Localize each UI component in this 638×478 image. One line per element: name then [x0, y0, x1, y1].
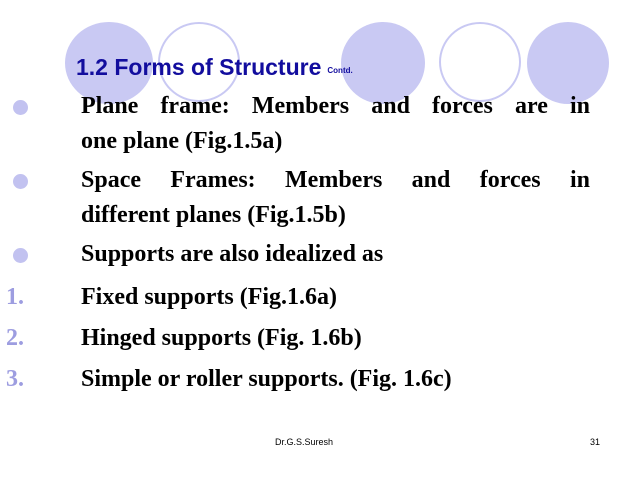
list-item: Fixed supports (Fig.1.6a) [81, 284, 338, 310]
bullet-line: one plane (Fig.1.5a) [81, 128, 283, 154]
bullet-line: Plane frame: Members and forces are in [81, 93, 590, 119]
list-item: Hinged supports (Fig. 1.6b) [81, 325, 362, 351]
list-number: 1. [6, 284, 24, 310]
bullet-icon [13, 100, 28, 115]
decor-circle [341, 22, 425, 104]
bullet-line: different planes (Fig.1.5b) [81, 202, 346, 228]
bullet-icon [13, 248, 28, 263]
list-item: Simple or roller supports. (Fig. 1.6c) [81, 366, 452, 392]
footer-author: Dr.G.S.Suresh [275, 437, 334, 447]
title-text: 1.2 Forms of Structure [76, 54, 322, 80]
list-number: 3. [6, 366, 24, 392]
title-suffix: Contd. [327, 66, 353, 75]
list-number: 2. [6, 325, 24, 351]
bullet-icon [13, 174, 28, 189]
decor-circle [527, 22, 609, 104]
decor-circle [439, 22, 521, 102]
bullet-line: Supports are also idealized as [81, 241, 384, 267]
slide-title [76, 54, 353, 81]
page-number: 31 [590, 437, 601, 447]
bullet-line: Space Frames: Members and forces in [81, 167, 590, 193]
